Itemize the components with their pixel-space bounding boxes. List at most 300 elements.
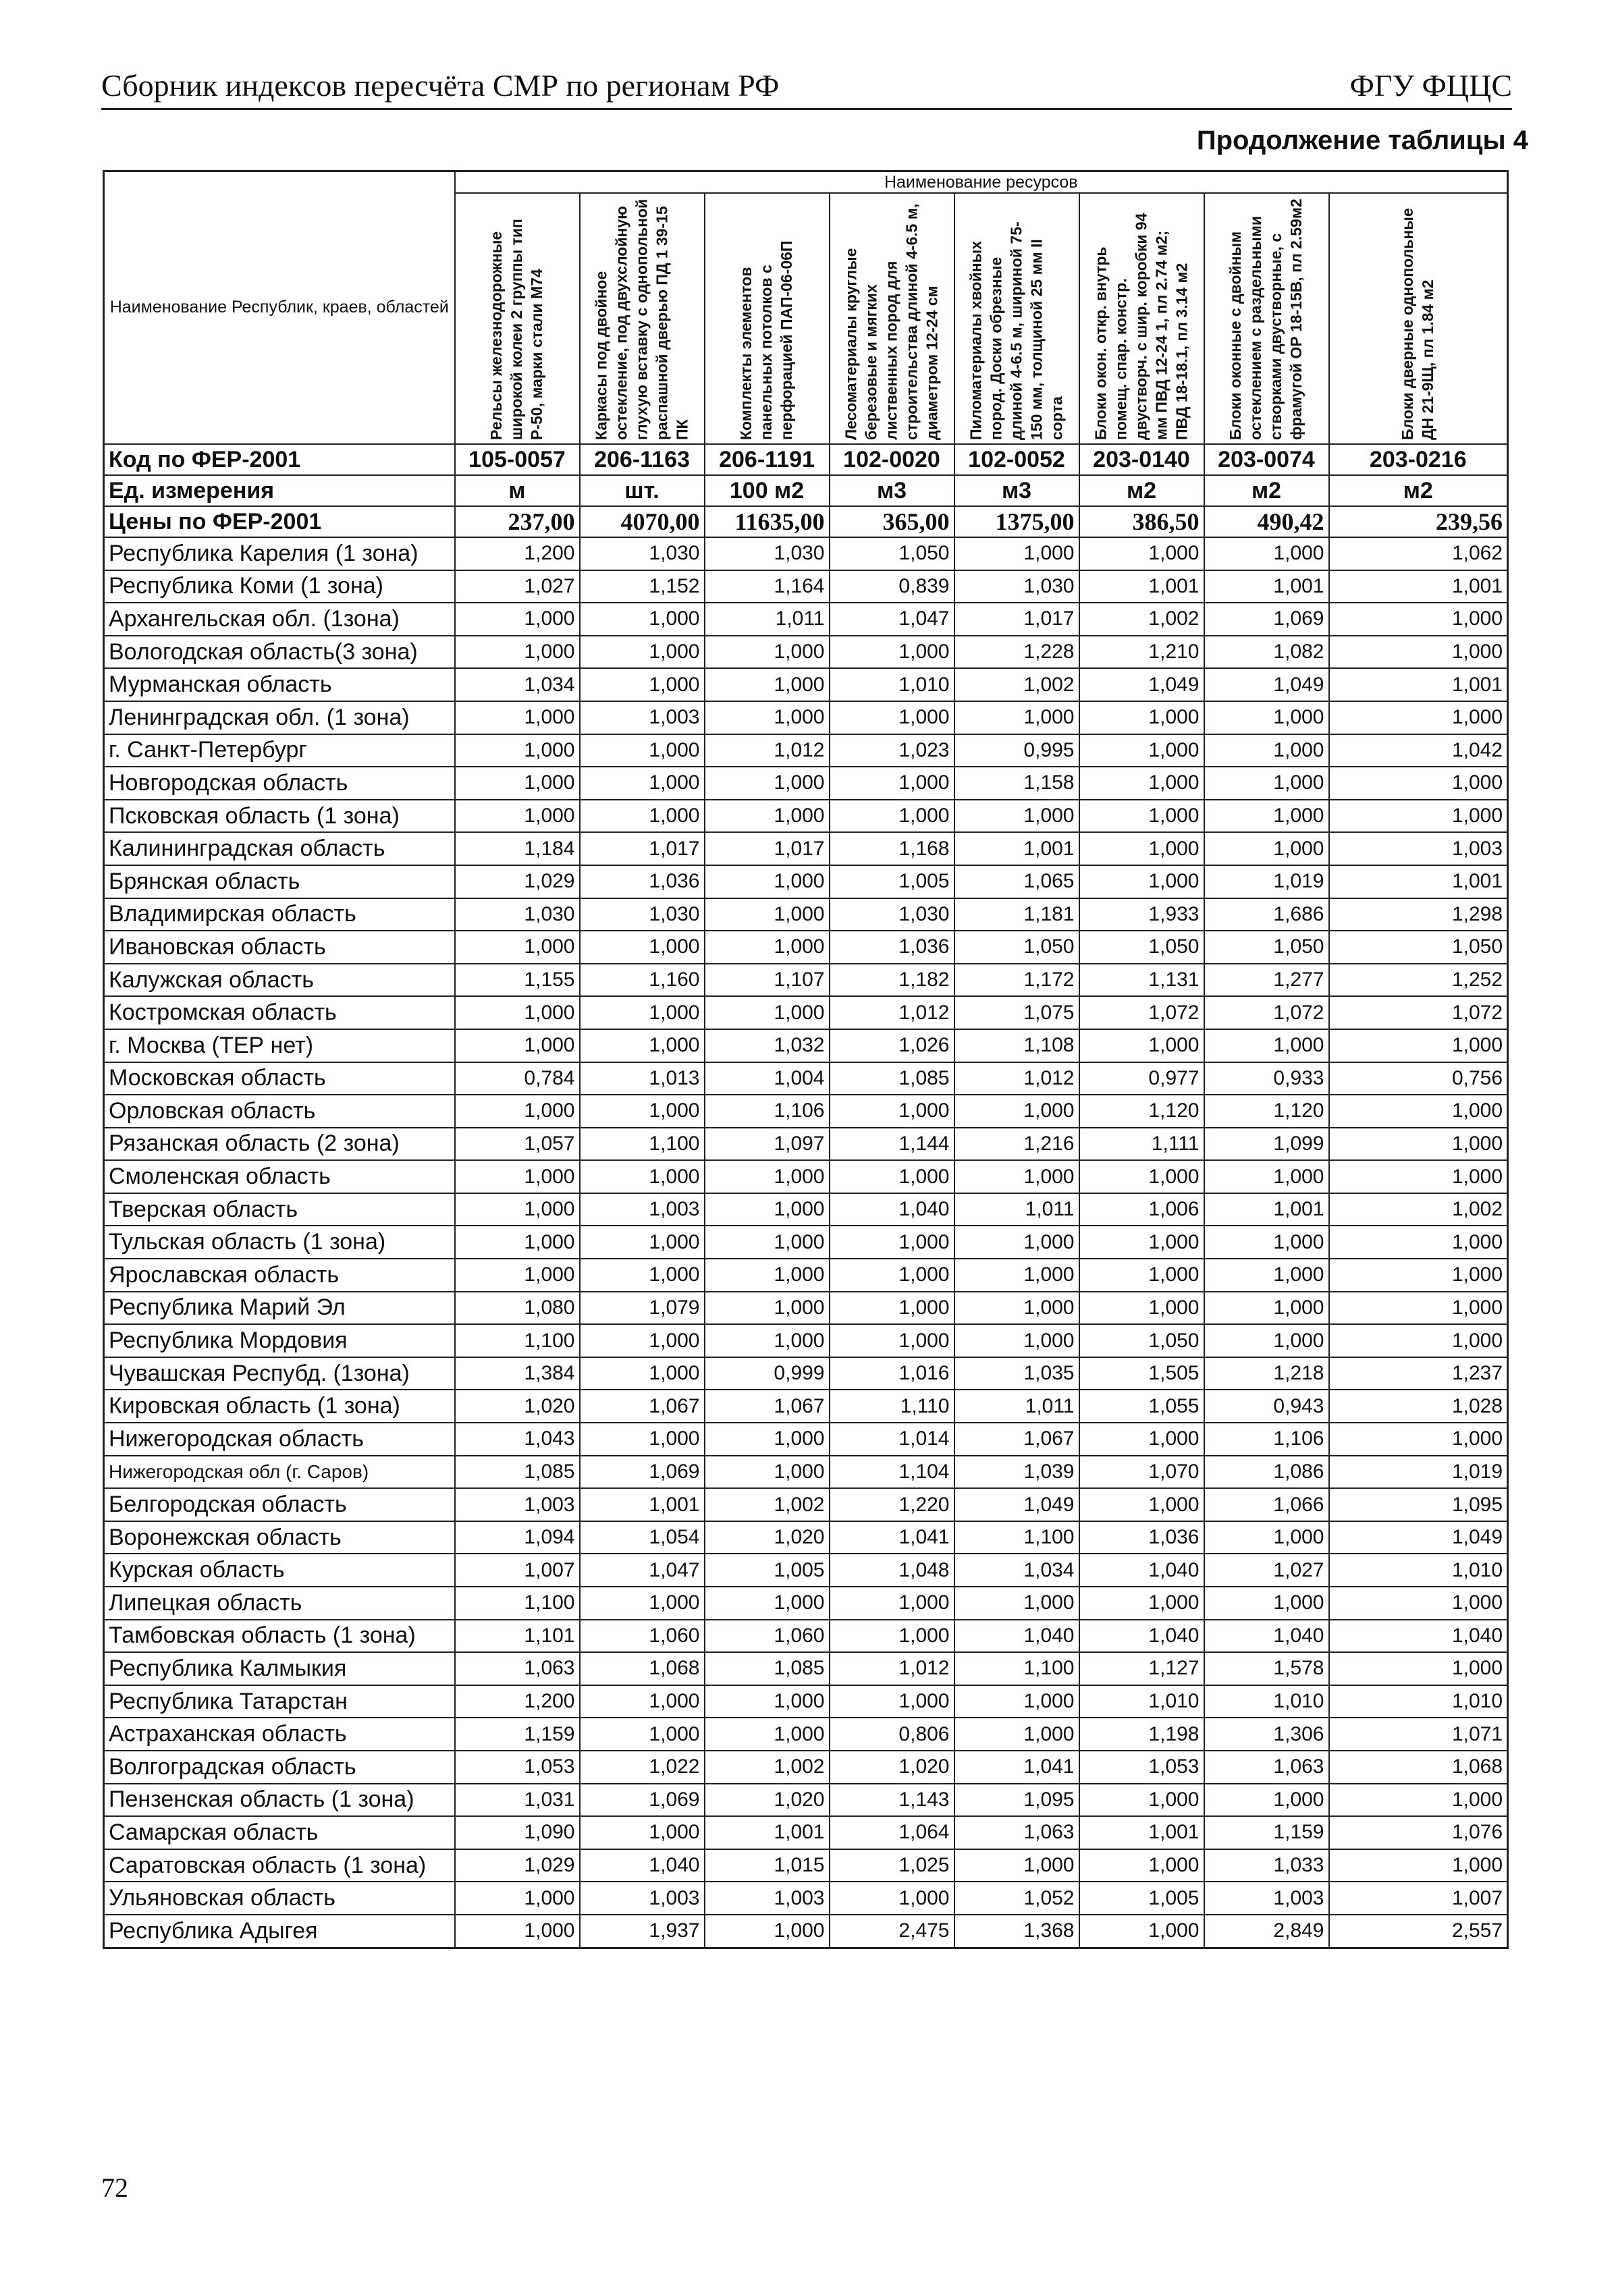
index-value: 1,000 xyxy=(1204,701,1329,734)
index-value: 1,097 xyxy=(705,1128,830,1161)
index-value: 1,040 xyxy=(1329,1620,1508,1653)
region-name: Тамбовская область (1 зона) xyxy=(104,1620,455,1653)
table-row xyxy=(104,1521,1508,1554)
table-row xyxy=(104,1554,1508,1587)
index-value: 1,000 xyxy=(455,1160,580,1193)
index-value: 1,000 xyxy=(830,1587,954,1620)
index-value: 1,001 xyxy=(1329,570,1508,603)
index-value: 1,047 xyxy=(830,603,954,636)
index-value: 1,100 xyxy=(954,1521,1079,1554)
index-value: 1,017 xyxy=(705,832,830,865)
index-value: 1,000 xyxy=(1329,800,1508,833)
resource-code: 203-0074 xyxy=(1204,444,1329,475)
index-value: 1,036 xyxy=(580,865,705,898)
index-value: 1,000 xyxy=(705,1423,830,1456)
index-value: 1,210 xyxy=(1079,636,1204,669)
index-value: 1,000 xyxy=(455,1193,580,1226)
index-value: 1,000 xyxy=(1329,603,1508,636)
index-value: 1,000 xyxy=(580,1095,705,1128)
column-header xyxy=(1079,193,1204,444)
resource-code: 206-1191 xyxy=(705,444,830,475)
index-value: 1,000 xyxy=(954,1685,1079,1718)
resource-unit: м3 xyxy=(830,475,954,506)
table-row xyxy=(104,996,1508,1029)
region-name: Ульяновская область xyxy=(104,1882,455,1915)
index-value: 1,072 xyxy=(1079,996,1204,1029)
resource-unit: шт. xyxy=(580,475,705,506)
index-value: 1,000 xyxy=(705,800,830,833)
index-value: 1,035 xyxy=(954,1357,1079,1390)
region-name: Республика Коми (1 зона) xyxy=(104,570,455,603)
index-value: 1,120 xyxy=(1204,1095,1329,1128)
index-value: 0,784 xyxy=(455,1062,580,1095)
index-value: 1,000 xyxy=(1204,800,1329,833)
resource-price: 386,50 xyxy=(1079,506,1204,537)
table-row xyxy=(104,1357,1508,1390)
index-value: 1,055 xyxy=(1079,1390,1204,1423)
region-name: г. Санкт-Петербург xyxy=(104,734,455,767)
index-value: 2,475 xyxy=(830,1915,954,1948)
index-value: 1,022 xyxy=(580,1751,705,1784)
region-name: Республика Калмыкия xyxy=(104,1652,455,1685)
index-value: 1,000 xyxy=(830,1292,954,1325)
index-value: 1,050 xyxy=(1079,1324,1204,1357)
index-value: 1,000 xyxy=(580,1160,705,1193)
index-value: 1,066 xyxy=(1204,1488,1329,1521)
index-value: 1,306 xyxy=(1204,1718,1329,1751)
index-value: 1,086 xyxy=(1204,1456,1329,1489)
page-number: 72 xyxy=(101,2172,128,2203)
index-value: 1,012 xyxy=(954,1062,1079,1095)
index-value: 1,277 xyxy=(1204,964,1329,997)
column-header xyxy=(580,193,705,444)
index-value: 1,032 xyxy=(705,1029,830,1062)
index-value: 1,000 xyxy=(455,701,580,734)
resource-unit: 100 м2 xyxy=(705,475,830,506)
index-value: 1,184 xyxy=(455,832,580,865)
index-value: 2,849 xyxy=(1204,1915,1329,1948)
table-row xyxy=(104,701,1508,734)
table-row xyxy=(104,603,1508,636)
table-row xyxy=(104,1324,1508,1357)
index-value: 1,041 xyxy=(830,1521,954,1554)
index-value: 1,000 xyxy=(1079,800,1204,833)
index-value: 1,000 xyxy=(830,701,954,734)
index-value: 1,000 xyxy=(455,1259,580,1292)
index-value: 1,011 xyxy=(954,1390,1079,1423)
index-value: 1,017 xyxy=(954,603,1079,636)
index-value: 1,041 xyxy=(954,1751,1079,1784)
organization-name: ФГУ ФЦЦС xyxy=(1349,68,1512,103)
index-value: 1,000 xyxy=(1079,1226,1204,1259)
index-value: 1,228 xyxy=(954,636,1079,669)
index-value: 1,384 xyxy=(455,1357,580,1390)
index-value: 1,040 xyxy=(1204,1620,1329,1653)
resource-unit: м2 xyxy=(1329,475,1508,506)
index-value: 0,995 xyxy=(954,734,1079,767)
index-value: 1,000 xyxy=(1079,1784,1204,1817)
index-value: 1,003 xyxy=(705,1882,830,1915)
index-value: 1,000 xyxy=(1079,1849,1204,1882)
index-value: 1,090 xyxy=(455,1816,580,1849)
index-value: 1,007 xyxy=(455,1554,580,1587)
index-value: 1,001 xyxy=(1079,1816,1204,1849)
resource-code: 102-0020 xyxy=(830,444,954,475)
index-value: 1,020 xyxy=(705,1784,830,1817)
column-header-text: Рельсы железнодорожные широкой колеи 2 группы тип Р-50, марки стали М74 xyxy=(487,219,545,440)
index-value: 1,034 xyxy=(954,1554,1079,1587)
index-value: 1,000 xyxy=(455,603,580,636)
index-value: 1,578 xyxy=(1204,1652,1329,1685)
index-value: 1,000 xyxy=(580,1816,705,1849)
column-header-text: Блоки оконные с двойным остеклением с раздельными створками двустворные, с фрамугой ОР 18-15В, пл 2.59м2 xyxy=(1227,198,1305,440)
index-value: 1,000 xyxy=(1329,1259,1508,1292)
regional-index-table xyxy=(103,170,1509,1949)
index-value: 1,019 xyxy=(1329,1456,1508,1489)
index-value: 1,030 xyxy=(830,898,954,931)
index-value: 1,010 xyxy=(1329,1554,1508,1587)
index-value: 1,000 xyxy=(1204,1160,1329,1193)
column-header xyxy=(830,193,954,444)
index-value: 1,000 xyxy=(954,1849,1079,1882)
index-value: 1,127 xyxy=(1079,1652,1204,1685)
index-value: 1,000 xyxy=(580,1324,705,1357)
index-value: 1,000 xyxy=(1079,832,1204,865)
index-value: 1,080 xyxy=(455,1292,580,1325)
index-value: 1,003 xyxy=(580,1882,705,1915)
index-value: 1,000 xyxy=(705,1292,830,1325)
index-value: 1,067 xyxy=(705,1390,830,1423)
region-name: Вологодская область(3 зона) xyxy=(104,636,455,669)
index-value: 1,000 xyxy=(1079,1029,1204,1062)
index-value: 1,000 xyxy=(830,1160,954,1193)
index-value: 1,075 xyxy=(954,996,1079,1029)
region-name: Мурманская область xyxy=(104,668,455,701)
index-value: 1,020 xyxy=(705,1521,830,1554)
index-value: 1,095 xyxy=(954,1784,1079,1817)
table-row xyxy=(104,964,1508,997)
index-value: 1,220 xyxy=(830,1488,954,1521)
index-value: 1,000 xyxy=(954,1226,1079,1259)
index-value: 1,160 xyxy=(580,964,705,997)
index-value: 1,007 xyxy=(1329,1882,1508,1915)
index-value: 1,000 xyxy=(705,865,830,898)
index-value: 0,977 xyxy=(1079,1062,1204,1095)
region-name-header: Наименование Республик, краев, областей xyxy=(104,171,455,445)
table-row xyxy=(104,734,1508,767)
index-value: 1,000 xyxy=(705,701,830,734)
index-value: 1,108 xyxy=(954,1029,1079,1062)
index-value: 1,085 xyxy=(830,1062,954,1095)
resource-unit: м2 xyxy=(1079,475,1204,506)
index-value: 1,036 xyxy=(1079,1521,1204,1554)
table-continuation-label: Продолжение таблицы 4 xyxy=(1196,126,1528,155)
index-value: 1,000 xyxy=(830,1095,954,1128)
index-value: 1,050 xyxy=(1329,931,1508,964)
index-value: 1,000 xyxy=(580,1587,705,1620)
index-value: 1,000 xyxy=(1079,734,1204,767)
index-value: 0,756 xyxy=(1329,1062,1508,1095)
index-value: 1,000 xyxy=(954,1160,1079,1193)
table-row xyxy=(104,668,1508,701)
index-value: 1,000 xyxy=(705,996,830,1029)
index-value: 1,000 xyxy=(1204,767,1329,800)
index-value: 1,031 xyxy=(455,1784,580,1817)
region-name: Владимирская область xyxy=(104,898,455,931)
index-value: 1,012 xyxy=(830,996,954,1029)
index-value: 1,000 xyxy=(1079,1915,1204,1948)
index-value: 1,933 xyxy=(1079,898,1204,931)
index-value: 1,000 xyxy=(705,767,830,800)
index-value: 1,000 xyxy=(580,1357,705,1390)
index-value: 1,237 xyxy=(1329,1357,1508,1390)
index-value: 1,053 xyxy=(455,1751,580,1784)
index-value: 1,015 xyxy=(705,1849,830,1882)
region-name: Кировская область (1 зона) xyxy=(104,1390,455,1423)
table-row xyxy=(104,1259,1508,1292)
table-row xyxy=(104,1915,1508,1948)
index-value: 1,000 xyxy=(1079,1587,1204,1620)
index-value: 1,079 xyxy=(580,1292,705,1325)
resources-header: Наименование ресурсов xyxy=(455,171,1508,194)
index-value: 1,000 xyxy=(1079,1292,1204,1325)
region-name: Московская область xyxy=(104,1062,455,1095)
index-value: 1,000 xyxy=(1329,1423,1508,1456)
region-name: Республика Мордовия xyxy=(104,1324,455,1357)
unit-label: Ед. измерения xyxy=(104,475,455,506)
index-value: 1,043 xyxy=(455,1423,580,1456)
region-name: г. Москва (ТЕР нет) xyxy=(104,1029,455,1062)
index-value: 1,000 xyxy=(705,1160,830,1193)
region-name: Архангельская обл. (1зона) xyxy=(104,603,455,636)
index-value: 1,003 xyxy=(580,701,705,734)
table-row xyxy=(104,1718,1508,1751)
index-value: 1,049 xyxy=(1079,668,1204,701)
column-header-text: Блоки дверные однопольные ДН 21-9Щ, пл 1.84 м2 xyxy=(1398,208,1436,440)
index-value: 1,218 xyxy=(1204,1357,1329,1390)
column-header xyxy=(705,193,830,444)
index-value: 1,000 xyxy=(830,636,954,669)
index-value: 1,085 xyxy=(705,1652,830,1685)
table-row xyxy=(104,636,1508,669)
index-value: 1,063 xyxy=(455,1652,580,1685)
region-name: Ленинградская обл. (1 зона) xyxy=(104,701,455,734)
index-value: 1,000 xyxy=(1204,734,1329,767)
index-value: 1,040 xyxy=(830,1193,954,1226)
index-value: 1,000 xyxy=(1079,1488,1204,1521)
resource-price: 490,42 xyxy=(1204,506,1329,537)
resource-code: 203-0140 xyxy=(1079,444,1204,475)
table-row xyxy=(104,1062,1508,1095)
unit-row xyxy=(104,475,1508,506)
index-value: 1,000 xyxy=(455,1882,580,1915)
table-row xyxy=(104,898,1508,931)
index-value: 1,158 xyxy=(954,767,1079,800)
index-value: 1,000 xyxy=(1329,1784,1508,1817)
index-value: 1,000 xyxy=(1329,1095,1508,1128)
region-name: Новгородская область xyxy=(104,767,455,800)
index-value: 1,000 xyxy=(1329,1849,1508,1882)
index-value: 1,164 xyxy=(705,570,830,603)
column-header-text: Пиломатериалы хвойных пород. Доски обрезные длиной 4-6.5 м, шириной 75-150 мм, толщиной 25 мм II сорта xyxy=(967,221,1065,440)
index-value: 1,020 xyxy=(830,1751,954,1784)
index-value: 1,067 xyxy=(580,1390,705,1423)
index-value: 1,049 xyxy=(954,1488,1079,1521)
index-value: 1,000 xyxy=(1329,1029,1508,1062)
column-header xyxy=(1329,193,1508,444)
index-value: 1,937 xyxy=(580,1915,705,1948)
index-value: 1,013 xyxy=(580,1062,705,1095)
index-value: 1,029 xyxy=(455,865,580,898)
index-value: 1,000 xyxy=(705,1915,830,1948)
index-value: 1,040 xyxy=(954,1620,1079,1653)
index-value: 1,181 xyxy=(954,898,1079,931)
region-name: Калужская область xyxy=(104,964,455,997)
price-label: Цены по ФЕР-2001 xyxy=(104,506,455,537)
index-value: 1,000 xyxy=(1329,1324,1508,1357)
index-value: 1,049 xyxy=(1329,1521,1508,1554)
code-row xyxy=(104,444,1508,475)
index-value: 1,030 xyxy=(580,898,705,931)
region-name: Тверская область xyxy=(104,1193,455,1226)
index-value: 1,000 xyxy=(1079,1160,1204,1193)
table-row xyxy=(104,570,1508,603)
index-value: 1,000 xyxy=(954,1292,1079,1325)
index-value: 1,030 xyxy=(580,537,705,570)
region-name: Республика Адыгея xyxy=(104,1915,455,1948)
index-value: 1,050 xyxy=(1079,931,1204,964)
index-value: 1,000 xyxy=(705,931,830,964)
index-value: 1,019 xyxy=(1204,865,1329,898)
index-value: 1,057 xyxy=(455,1128,580,1161)
index-value: 1,011 xyxy=(705,603,830,636)
index-value: 1,000 xyxy=(830,1882,954,1915)
index-value: 1,068 xyxy=(1329,1751,1508,1784)
index-value: 1,003 xyxy=(1204,1882,1329,1915)
region-name: Курская область xyxy=(104,1554,455,1587)
index-value: 1,060 xyxy=(580,1620,705,1653)
table-row xyxy=(104,1652,1508,1685)
column-header-text: Каркасы под двойное остекление, под двухслойную глухую вставку с однопольной распашной дверью ПД 1 39-15 ПК xyxy=(592,198,691,440)
index-value: 1,100 xyxy=(455,1587,580,1620)
index-value: 1,071 xyxy=(1329,1718,1508,1751)
column-header-text: Блоки окон. откр. внутрь помещ. спар. констр. двустворч. с шир. коробки 94 мм ПВД 12-24 1, пл 2.74 м2; ПВД 18-18.1, пл 3.14 м2 xyxy=(1092,213,1190,440)
table-row xyxy=(104,1029,1508,1062)
index-value: 1,100 xyxy=(455,1324,580,1357)
index-value: 1,000 xyxy=(954,1718,1079,1751)
index-value: 1,000 xyxy=(580,996,705,1029)
index-value: 1,000 xyxy=(1079,537,1204,570)
index-value: 1,000 xyxy=(705,636,830,669)
index-value: 1,033 xyxy=(1204,1849,1329,1882)
index-value: 1,025 xyxy=(830,1849,954,1882)
table-row xyxy=(104,1849,1508,1882)
index-value: 1,020 xyxy=(455,1390,580,1423)
index-value: 1,003 xyxy=(1329,832,1508,865)
region-name: Смоленская область xyxy=(104,1160,455,1193)
index-value: 1,036 xyxy=(830,931,954,964)
index-value: 1,005 xyxy=(830,865,954,898)
region-name: Республика Карелия (1 зона) xyxy=(104,537,455,570)
index-value: 1,000 xyxy=(1204,832,1329,865)
index-value: 1,106 xyxy=(705,1095,830,1128)
region-name: Саратовская область (1 зона) xyxy=(104,1849,455,1882)
region-name: Ивановская область xyxy=(104,931,455,964)
index-value: 1,000 xyxy=(1204,1292,1329,1325)
index-value: 1,063 xyxy=(1204,1751,1329,1784)
resource-price: 239,56 xyxy=(1329,506,1508,537)
index-value: 1,049 xyxy=(1204,668,1329,701)
index-value: 1,155 xyxy=(455,964,580,997)
index-value: 1,085 xyxy=(455,1456,580,1489)
index-value: 1,000 xyxy=(580,767,705,800)
index-value: 1,060 xyxy=(705,1620,830,1653)
index-value: 1,005 xyxy=(1079,1882,1204,1915)
index-value: 1,070 xyxy=(1079,1456,1204,1489)
index-value: 1,023 xyxy=(830,734,954,767)
index-value: 1,000 xyxy=(1329,1128,1508,1161)
index-value: 1,000 xyxy=(954,1324,1079,1357)
index-value: 1,004 xyxy=(705,1062,830,1095)
index-value: 1,063 xyxy=(954,1816,1079,1849)
index-value: 1,000 xyxy=(705,1685,830,1718)
index-value: 1,000 xyxy=(580,1029,705,1062)
column-header xyxy=(455,193,580,444)
resource-code: 105-0057 xyxy=(455,444,580,475)
index-value: 1,000 xyxy=(455,636,580,669)
index-value: 1,068 xyxy=(580,1652,705,1685)
code-label: Код по ФЕР-2001 xyxy=(104,444,455,475)
index-value: 1,065 xyxy=(954,865,1079,898)
index-value: 1,000 xyxy=(1329,1292,1508,1325)
table-row xyxy=(104,1587,1508,1620)
index-value: 1,152 xyxy=(580,570,705,603)
index-value: 0,839 xyxy=(830,570,954,603)
index-value: 1,000 xyxy=(705,1718,830,1751)
index-value: 1,120 xyxy=(1079,1095,1204,1128)
index-value: 1,000 xyxy=(954,701,1079,734)
table-row xyxy=(104,1390,1508,1423)
index-value: 1,000 xyxy=(1204,537,1329,570)
index-value: 1,198 xyxy=(1079,1718,1204,1751)
index-value: 1,094 xyxy=(455,1521,580,1554)
resource-price: 1375,00 xyxy=(954,506,1079,537)
index-value: 1,000 xyxy=(705,1324,830,1357)
index-value: 1,047 xyxy=(580,1554,705,1587)
index-value: 1,054 xyxy=(580,1521,705,1554)
index-value: 1,110 xyxy=(830,1390,954,1423)
index-value: 1,000 xyxy=(1079,701,1204,734)
index-value: 1,000 xyxy=(580,1226,705,1259)
table-row xyxy=(104,1193,1508,1226)
index-value: 1,010 xyxy=(1329,1685,1508,1718)
index-value: 1,000 xyxy=(1204,1784,1329,1817)
table-row xyxy=(104,865,1508,898)
index-value: 1,131 xyxy=(1079,964,1204,997)
table-row xyxy=(104,1751,1508,1784)
index-value: 1,107 xyxy=(705,964,830,997)
index-value: 1,000 xyxy=(830,1620,954,1653)
region-name: Пензенская область (1 зона) xyxy=(104,1784,455,1817)
index-value: 1,001 xyxy=(705,1816,830,1849)
index-value: 1,039 xyxy=(954,1456,1079,1489)
index-value: 1,000 xyxy=(954,537,1079,570)
index-value: 1,002 xyxy=(705,1751,830,1784)
index-value: 1,040 xyxy=(580,1849,705,1882)
index-value: 1,000 xyxy=(705,1587,830,1620)
index-value: 1,064 xyxy=(830,1816,954,1849)
index-value: 1,030 xyxy=(705,537,830,570)
